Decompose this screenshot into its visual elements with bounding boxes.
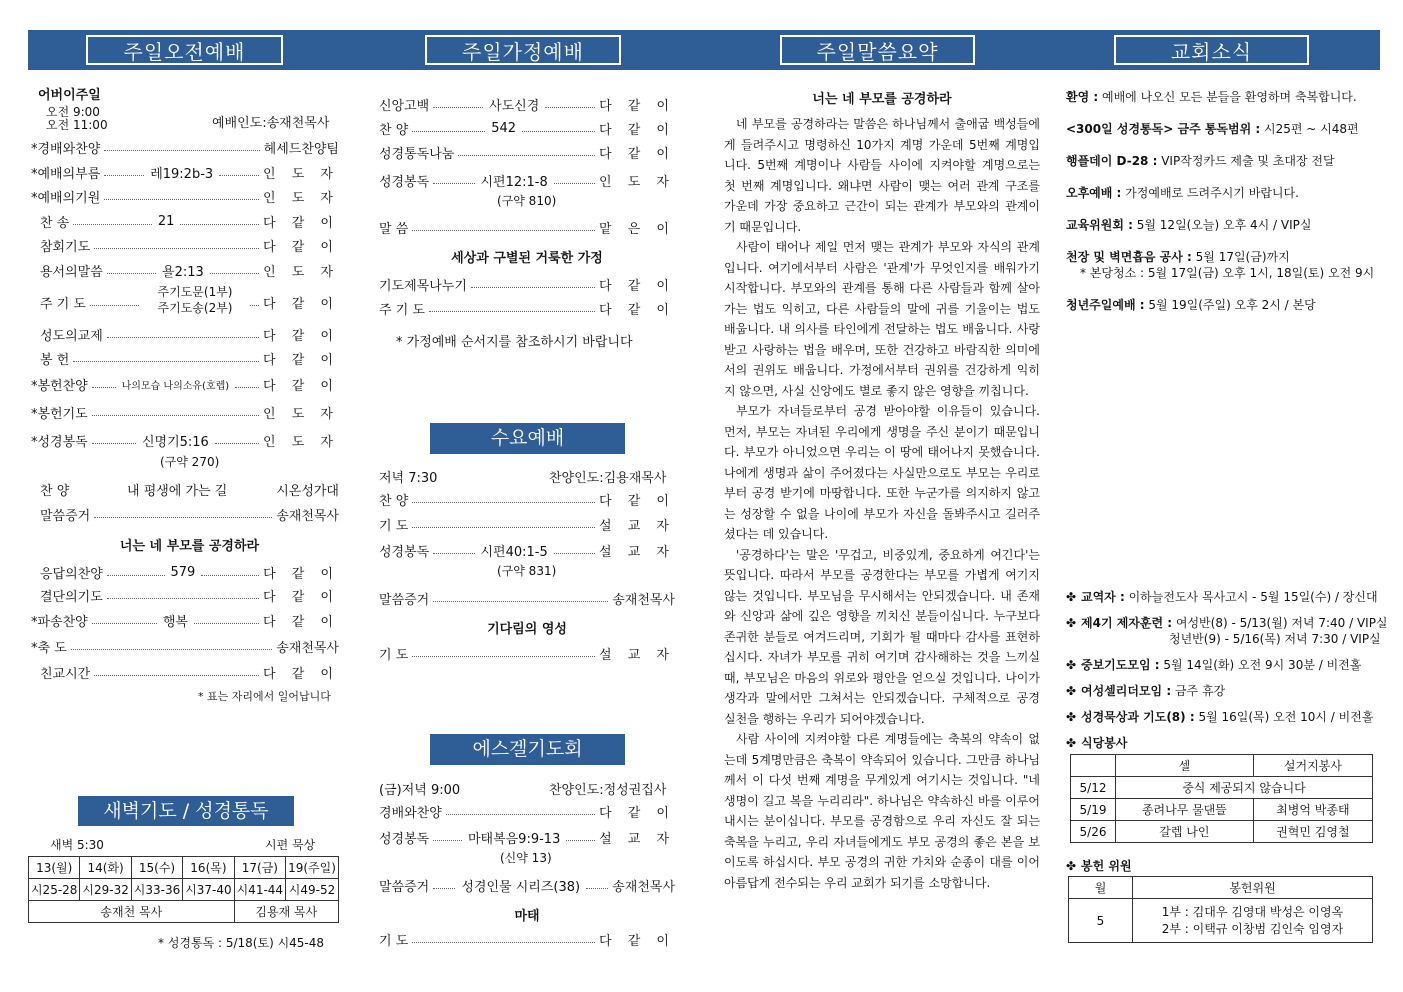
dining-title: ✤ 식당봉사 bbox=[1066, 736, 1128, 750]
ezekiel-time: (금)저녁 9:00 bbox=[379, 783, 461, 798]
ezekiel-subtitle: 마태 bbox=[514, 909, 540, 924]
order-item: 성도의교제 다 같 이 bbox=[40, 329, 339, 344]
order-item: 신앙고백 사도신경 다 같 이 bbox=[379, 95, 675, 114]
order-item: 봉 헌 다 같 이 bbox=[40, 353, 339, 368]
order-item: 주 기 도 다 같 이 bbox=[40, 297, 339, 312]
offering-table: 월 봉헌위원 5 1부 : 김대우 김영대 박성은 이영옥 2부 : 이택규 이창범 김인숙 임영자 bbox=[1068, 876, 1373, 943]
offering-title: ✤ 봉헌 위원 bbox=[1066, 859, 1132, 873]
clover-icon: ✤ bbox=[1066, 859, 1077, 873]
clover-icon: ✤ bbox=[1066, 736, 1077, 750]
order-item: 기 도 설 교 자 bbox=[379, 519, 675, 534]
news-item: 행플데이 D-28 : VIP작정카드 제출 및 초대장 전달 bbox=[1066, 154, 1335, 168]
news-item: 환영 : 예배에 나오신 모든 분들을 환영하며 축복합니다. bbox=[1066, 90, 1357, 104]
dawn-table: 13(월) 14(화) 15(수) 16(목) 17(금) 19(주일) 시25-28 시29-32 시33-36 시37-40 시41-44 시49-52 송재천 목사 김용재 목사 bbox=[28, 856, 339, 923]
order-item: 친교시간 다 같 이 bbox=[40, 667, 339, 682]
header-morning-worship: 주일오전예배 bbox=[86, 35, 283, 65]
reading-note: * 성경통독 : 5/18(토) 시45-48 bbox=[158, 936, 325, 950]
dining-table: 셀 설거지봉사 5/12 중식 제공되지 않습니다 5/19 종려나무 물댄뜰 최병억 박종태 5/26 갈렙 나인 권혁민 김영철 bbox=[1070, 754, 1373, 843]
order-item: 성경봉독 마태복음9:9-13 설 교 자 bbox=[379, 828, 675, 847]
order-item: 찬 양 다 같 이 bbox=[379, 494, 675, 509]
dawn-prayer-title: 새벽기도 / 성경통독 bbox=[78, 796, 294, 826]
order-item: *경배와찬양 헤세드찬양팀 bbox=[31, 142, 339, 157]
bible-ref: (구약 810) bbox=[497, 194, 557, 208]
wednesday-time: 저녁 7:30 bbox=[379, 471, 438, 486]
clover-item: ✤ 교역자 : 이하늘전도사 목사고시 - 5월 15일(수) / 장신대 bbox=[1066, 590, 1378, 604]
standing-note: * 표는 자리에서 일어납니다 bbox=[198, 690, 331, 703]
order-item: 기도제목나누기 다 같 이 bbox=[379, 279, 675, 294]
clover-icon: ✤ bbox=[1066, 710, 1077, 724]
summary-body: 네 부모를 공경하라는 말씀은 하나님께서 출애굽 백성들에게 들려주시고 명령하신 10가지 계명 가운데 5번째 계명입니다. 5번째 계명이나 사람들 사이에 지켜야할 계명으로는 첫 번째 계명입니다. 왜냐면 사람이 맺는 여러 관계 구조를 가운데 가장 중요하고 근간이 되는 관계가 부모와의 관계이기 때문입니다. 사람이 태어나 제일 먼저 맺는 관계가 부모와 자식의 관계입니다. 여기에서부터 사람은 '관계'가 무엇인지를 배워가기 시작합니다. 부모와의 관계를 통해 다른 사람들과 함께 살아가는 법도 익히고, 다른 사람들의 말에 귀를 기울이는 법도 배웁니다. 내 의사를 타인에게 전달하는 법도 배웁니다. 사랑받고 사랑하는 법을 배우며, 또한 건강하고 바람직한 의미에서의 권위도 배웁니다. 가정에서부터 권위를 건강하게 익히지 않으면, 사실 신앙에도 별로 좋지 않은 영향을 끼칩니다. 부모가 자녀들로부터 공경 받아야할 이유들이 있습니다. 먼저, 부모는 자녀된 우리에게 생명을 주신 분이기 때문입니다. 부모가 아니었으면 우리는 이 땅에 태어나지 못했습니다. 나에게 생명과 삶이 주어졌다는 사실만으로도 부모는 우리로부터 공경 받기에 마땅합니다. 또한 누군가를 의지하지 않고는 성장할 수 없을 나이에 부모가 자신을 돌봐주시고 길러주셨다는 데 있습니다. '공경하다'는 말은 '무겁고, 비중있게, 중요하게 여긴다'는 뜻입니다. 따라서 부모를 공경한다는 부모를 가볍게 여기지 않는 것입니다. 부모님을 무시해서는 안되겠습니다. 내 존재와 신앙과 삶에 깊은 영향을 끼치신 분들이십니다. 누구보다 존귀한 분들로 여겨드리며, 기회가 될 때마다 감사를 표현하십시다. 자녀가 부모를 귀히 여기며 감사해하는 것을 느끼실 때, 부모님은 마음의 위로와 평안을 얻으실 것입니다. 나이가 생각과 말에서만 그쳐서는 안되겠습니다. 구체적으로 공경 실천을 행하는 우리가 되어야겠습니다. 사람 사이에 지켜야할 다른 계명들에는 축복의 약속이 없는데 5계명만큼은 축복이 약속되어 있습니다. 그만큼 하나님께서 이 다섯 번째 계명을 무게있게 여기시는 것입니다. "네 생명이 길고 복을 누리리라". 하나님은 약속하신 바를 이루어내시는 분이십니다. 부모를 공경함으로 우리 자신도 잘 되는 축복을 누리고, 우리 자녀들에게도 부모 공경의 좋은 본을 보이도록 하십시다. 부모 공경의 귀한 가치와 순종이 대를 이어 아름답게 전수되는 우리 교회가 되기를 소망합니다. bbox=[724, 117, 1040, 890]
dawn-type: 시편 묵상 bbox=[265, 838, 316, 852]
cleaning-note: * 본당청소 : 5월 17일(금) 오후 1시, 18일(토) 오전 9시 bbox=[1080, 266, 1375, 280]
bible-ref: (구약 270) bbox=[160, 455, 220, 469]
order-item: 성경봉독 시편40:1-5 설 교 자 bbox=[379, 541, 675, 560]
worship-time-2: 오전 11:00 bbox=[46, 118, 108, 132]
order-item: 용서의말씀 욜2:13 인 도 자 bbox=[40, 261, 339, 280]
ezekiel-leader: 찬양인도:정성권집사 bbox=[549, 783, 667, 798]
wednesday-title: 수요예배 bbox=[430, 423, 625, 454]
clover-item: ✤ 성경묵상과 기도(8) : 5월 16일(목) 오전 10시 / 비전홀 bbox=[1066, 710, 1374, 724]
header-sermon-summary: 주일말씀요약 bbox=[780, 35, 975, 65]
order-item: 말 씀 맡 은 이 bbox=[379, 222, 675, 237]
order-item: 말씀증거 송재천목사 bbox=[40, 509, 339, 524]
news-item: <300일 성경통독> 금주 통독범위 : 시25편 ~ 시48편 bbox=[1066, 122, 1359, 136]
news-item: 오후예배 : 가정예배로 드려주시기 바랍니다. bbox=[1066, 186, 1299, 200]
order-item: 찬 송 21 다 같 이 bbox=[40, 214, 339, 231]
worship-time-1: 오전 9:00 bbox=[46, 105, 100, 119]
order-item: *예배의기원 인 도 자 bbox=[31, 191, 339, 206]
summary-title: 너는 네 부모를 공경하라 bbox=[812, 92, 952, 107]
news-item: 천장 및 벽면흡음 공사 : 5월 17일(금)까지 bbox=[1066, 250, 1290, 264]
worship-day: 어버이주일 bbox=[38, 88, 101, 103]
clover-icon: ✤ bbox=[1066, 684, 1077, 698]
order-item: 기 도 다 같 이 bbox=[379, 934, 675, 949]
lords-prayer-note: 주기도문(1부) 주기도송(2부) bbox=[140, 284, 250, 316]
clover-icon: ✤ bbox=[1066, 616, 1077, 630]
order-item: *봉헌기도 인 도 자 bbox=[31, 407, 339, 422]
order-item: *축 도 송재천목사 bbox=[31, 641, 339, 656]
bible-ref: (신약 13) bbox=[500, 851, 552, 865]
order-item: 결단의기도 다 같 이 bbox=[40, 590, 339, 605]
news-item: 청년주일예배 : 5월 19일(주일) 오후 2시 / 본당 bbox=[1066, 298, 1316, 312]
bible-ref: (구약 831) bbox=[497, 564, 557, 578]
order-item: 말씀증거 성경인물 시리즈(38) 송재천목사 bbox=[379, 876, 675, 895]
order-item: 찬 양 내 평생에 가는 길 시온성가대 bbox=[40, 480, 339, 499]
wednesday-leader: 찬양인도:김용재목사 bbox=[549, 471, 667, 486]
wednesday-subtitle: 기다림의 영성 bbox=[487, 622, 567, 637]
clover-icon: ✤ bbox=[1066, 590, 1077, 604]
clover-item: ✤ 중보기도모임 : 5월 14일(화) 오전 9시 30분 / 비전홀 bbox=[1066, 658, 1362, 672]
order-item: 성경봉독 시편12:1-8 인 도 자 bbox=[379, 171, 675, 190]
home-subtitle: 세상과 구별된 거룩한 가정 bbox=[451, 251, 603, 266]
order-item: 경배와찬양 다 같 이 bbox=[379, 806, 675, 821]
clover-icon: ✤ bbox=[1066, 658, 1077, 672]
home-note: * 가정예배 순서지를 참조하시기 바랍니다 bbox=[396, 335, 633, 350]
header-church-news: 교회소식 bbox=[1114, 35, 1309, 65]
clover-item: ✤ 여성셀리더모임 : 금주 휴강 bbox=[1066, 684, 1226, 698]
worship-leader: 예배인도:송재천목사 bbox=[212, 116, 330, 131]
order-item: 참회기도 다 같 이 bbox=[40, 240, 339, 255]
order-item: *예배의부름 레19:2b-3 인 도 자 bbox=[31, 163, 339, 182]
clover-item-line2: 청년반(9) - 5/16(목) 저녁 7:30 / VIP실 bbox=[1169, 632, 1381, 646]
order-item: 응답의찬양 579 다 같 이 bbox=[40, 565, 340, 582]
order-item: 말씀증거 송재천목사 bbox=[379, 593, 675, 608]
ezekiel-title: 에스겔기도회 bbox=[430, 734, 625, 765]
clover-item: ✤ 제4기 제자훈련 : 여성반(8) - 5/13(월) 저녁 7:40 / VIP실 bbox=[1066, 616, 1388, 630]
sermon-title: 너는 네 부모를 공경하라 bbox=[119, 539, 260, 554]
news-item: 교육위원회 : 5월 12일(오늘) 오후 4시 / VIP실 bbox=[1066, 218, 1312, 232]
order-item: *파송찬양 행복 다 같 이 bbox=[31, 611, 339, 630]
order-item: 찬 양 542 다 같 이 bbox=[379, 121, 675, 138]
header-home-worship: 주일가정예배 bbox=[425, 35, 621, 65]
order-item: 기 도 설 교 자 bbox=[379, 648, 675, 663]
order-item: 주 기 도 다 같 이 bbox=[379, 303, 675, 318]
order-item: 성경통독나눔 다 같 이 bbox=[379, 147, 675, 162]
dawn-time: 새벽 5:30 bbox=[50, 838, 104, 852]
order-item: *성경봉독 신명기5:16 인 도 자 bbox=[31, 431, 339, 450]
order-item: *봉헌찬양 나의모습 나의소유(호렙) 다 같 이 bbox=[31, 379, 339, 394]
